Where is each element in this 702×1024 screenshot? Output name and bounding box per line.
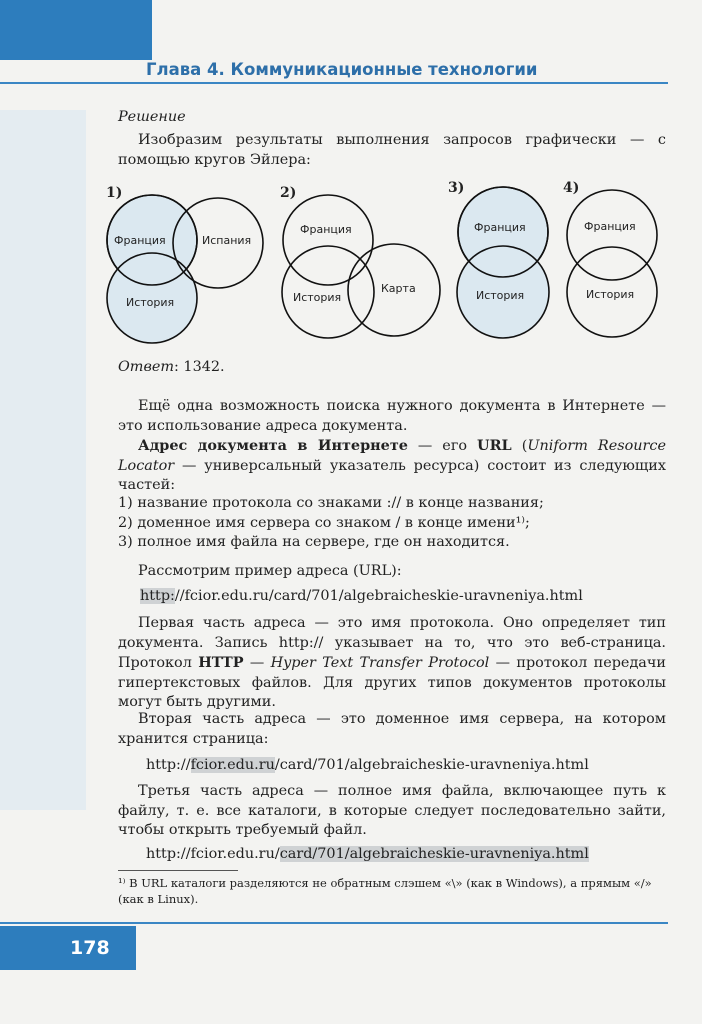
- chapter-title: Глава 4. Коммуникационные технологии: [146, 60, 538, 79]
- term-url: URL: [477, 437, 512, 454]
- header-rule: [0, 82, 668, 84]
- diagram-1: [106, 185, 263, 343]
- text: — его: [407, 438, 478, 454]
- text: Первая часть адреса — это имя протокола. Оно определяет тип документа. Запись http:// указывает на то, что это веб-страница. Протокол: [118, 615, 666, 671]
- url-highlight: http:: [140, 588, 175, 604]
- diagram-label: 2): [280, 185, 297, 201]
- diagram-3: [448, 180, 549, 338]
- example-url-protocol: [140, 588, 583, 604]
- text: — протокол передачи гипертекстовых файлов. Для других типов документов протоколы могут быть другими.: [118, 655, 666, 710]
- footnote-rule: [118, 870, 238, 871]
- list-item: 1) название протокола со знаками :// в конце названия;: [118, 495, 544, 511]
- answer: [118, 358, 666, 378]
- circle-label: История: [293, 291, 342, 304]
- circle-label: История: [126, 296, 175, 309]
- paragraph-url-definition: [118, 436, 666, 496]
- circle-label: Франция: [584, 220, 636, 233]
- text: — универсальный указатель ресурса) состоит из следующих частей:: [118, 457, 666, 493]
- circle-label: История: [586, 288, 635, 301]
- diagram-label: 4): [563, 180, 580, 196]
- euler-diagrams: [100, 180, 670, 345]
- url-parts-list: [118, 494, 666, 553]
- circle-label: Карта: [381, 282, 416, 295]
- circle-label: Франция: [300, 223, 352, 236]
- url-text: /card/701/algebraicheskie-uravneniya.html: [274, 757, 589, 773]
- circle-france: [283, 195, 373, 285]
- term: Адрес документа в Интернете: [138, 437, 408, 454]
- diagram-2: [280, 185, 440, 338]
- url-highlight: fcior.edu.ru: [190, 757, 275, 773]
- paragraph-1: Ещё одна возможность поиска нужного документа в Интернете — это использование адреса документа.: [118, 398, 666, 434]
- list-item: 2) доменное имя сервера со знаком / в конце имени¹⁾;: [118, 514, 530, 531]
- circle-france: [567, 190, 657, 280]
- term: HTTP: [198, 654, 244, 671]
- footnote: ¹⁾ В URL каталоги разделяются не обратным слэшем «\» (как в Windows), а прямым «/» (как в Linux).: [118, 876, 652, 906]
- diagram-label: 3): [448, 180, 465, 196]
- diagram-label: 1): [106, 185, 123, 201]
- term-expansion: Hyper Text Transfer Protocol: [270, 655, 490, 671]
- list-item: 3) полное имя файла на сервере, где он находится.: [118, 534, 510, 550]
- diagram-4: [563, 180, 657, 337]
- solution-intro: Изобразим результаты выполнения запросов графически — с помощью кругов Эйлера:: [118, 132, 666, 168]
- circle-label: Франция: [474, 221, 526, 234]
- page-number: 178: [0, 926, 136, 970]
- footer-rule: [0, 922, 668, 924]
- header-block: [0, 0, 152, 60]
- answer-value: : 1342.: [173, 359, 225, 375]
- margin-strip: [0, 110, 86, 810]
- solution-title: Решение: [118, 109, 186, 125]
- paragraph-domain: Вторая часть адреса — это доменное имя сервера, на котором хранится страница:: [118, 711, 666, 747]
- circle-label: История: [476, 289, 525, 302]
- example-url-path: [146, 846, 589, 862]
- paragraph-protocol: [118, 614, 666, 713]
- url-text: http://: [146, 757, 191, 773]
- url-expansion: Uniform Resource Locator: [118, 438, 666, 474]
- paragraph-example: Рассмотрим пример адреса (URL):: [138, 563, 402, 579]
- circle-label: Испания: [202, 234, 252, 247]
- answer-label: Ответ: [118, 359, 174, 375]
- text: —: [243, 655, 271, 671]
- text: (: [511, 438, 528, 454]
- url-text: //fcior.edu.ru/card/701/algebraicheskie-uravneniya.html: [174, 588, 583, 604]
- url-text: http://fcior.edu.ru/: [146, 846, 280, 862]
- circle-label: Франция: [114, 234, 166, 247]
- url-highlight: card/701/algebraicheskie-uravneniya.html: [279, 846, 589, 862]
- paragraph-path: Третья часть адреса — полное имя файла, включающее путь к файлу, т. е. все каталоги, в которые следует последовательно зайти, чтобы открыть требуемый файл.: [118, 783, 666, 838]
- example-url-domain: [146, 757, 589, 773]
